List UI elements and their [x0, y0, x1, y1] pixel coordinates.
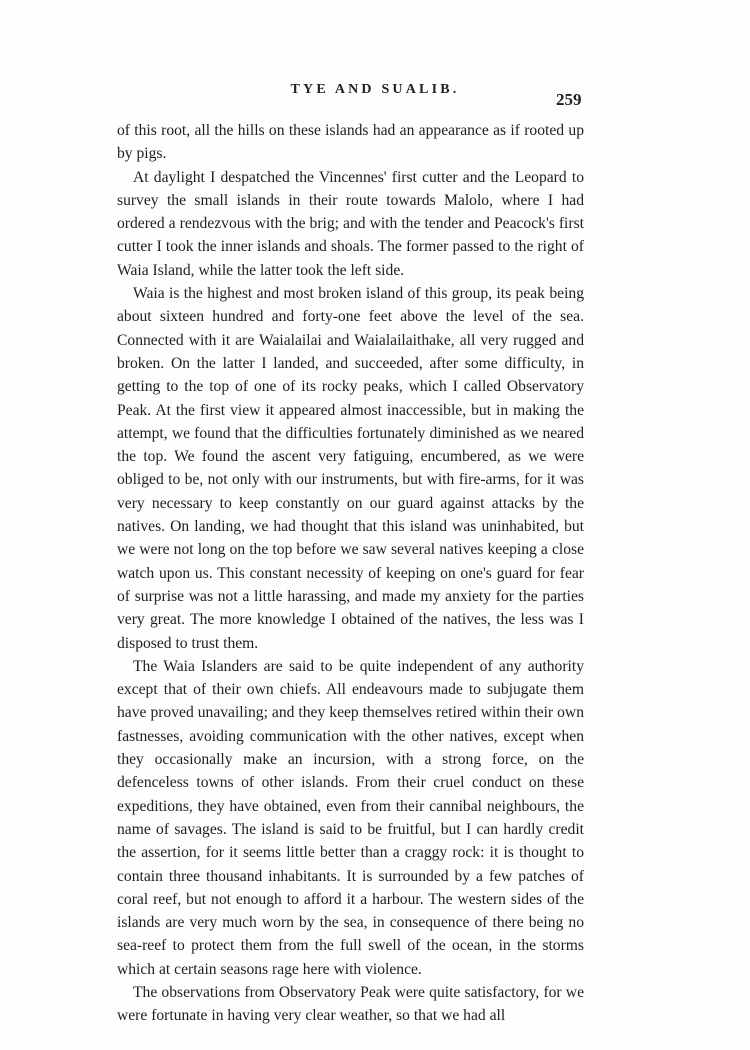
- running-head: [0, 82, 750, 109]
- paragraph-daylight-survey: At daylight I despatched the Vincennes' first cutter and the Leopard to survey the small islands in their route towards Malolo, where I had ordered a rendezvous with the brig; and with the tender and Peacock's first cutter I took the inner islands and shoals. The former passed to the right of Waia Island, while the latter took the left side.: [117, 168, 584, 279]
- page-number: 259: [556, 90, 582, 109]
- paragraph-waia-islanders: The Waia Islanders are said to be quite independent of any authority except that of their own chiefs. All endeavours made to subjugate them have proved unavailing; and they keep themselves retired within their own fastnesses, avoiding communication with the other natives, except when they occasionally make an incursion, with a strong force, on the defenceless towns of other islands. From their cruel conduct on these expeditions, they have obtained, even from their cannibal neighbours, the name of savages. The island is said to be fruitful, but I can hardly credit the assertion, for it seems little better than a craggy rock: it is thought to contain three thousand inhabitants. It is surrounded by a few patches of coral reef, but not enough to afford it a harbour. The western sides of the islands are very much worn by the sea, in consequence of there being no sea-reef to protect them from the full swell of the ocean, in the storms which at certain seasons rage here with violence.: [117, 657, 584, 978]
- paragraph-observations: The observations from Observatory Peak were quite satisfactory, for we were fortunate in having very clear weather, so that we had all: [117, 983, 584, 1025]
- paragraph-waia-description: Waia is the highest and most broken island of this group, its peak being about sixteen hundred and forty-one feet above the level of the sea. Connected with it are Waialailai and Waialailaithake, all very rugged and broken. On the latter I landed, and succeeded, after some difficulty, in getting to the top of one of its rocky peaks, which I called Observatory Peak. At the first view it appeared almost inaccessible, but in making the attempt, we found that the difficulties fortunately diminished as we neared the top. We found the ascent very fatiguing, encumbered, as we were obliged to be, not only with our instruments, but with fire-arms, for it was very necessary to keep constantly on our guard against attacks by the natives. On landing, we had thought that this island was uninhabited, but we were not long on the top before we saw several natives keeping a close watch upon us. This constant necessity of keeping on one's guard for fear of surprise was not a little harassing, and made my anxiety for the parties very great. The more knowledge I obtained of the natives, the less was I disposed to trust them.: [117, 285, 584, 652]
- body-text: [117, 119, 584, 1028]
- paragraph-continued: of this root, all the hills on these islands had an appearance as if rooted up by pigs.: [117, 122, 584, 163]
- running-head-title: TYE AND SUALIB.: [290, 82, 460, 97]
